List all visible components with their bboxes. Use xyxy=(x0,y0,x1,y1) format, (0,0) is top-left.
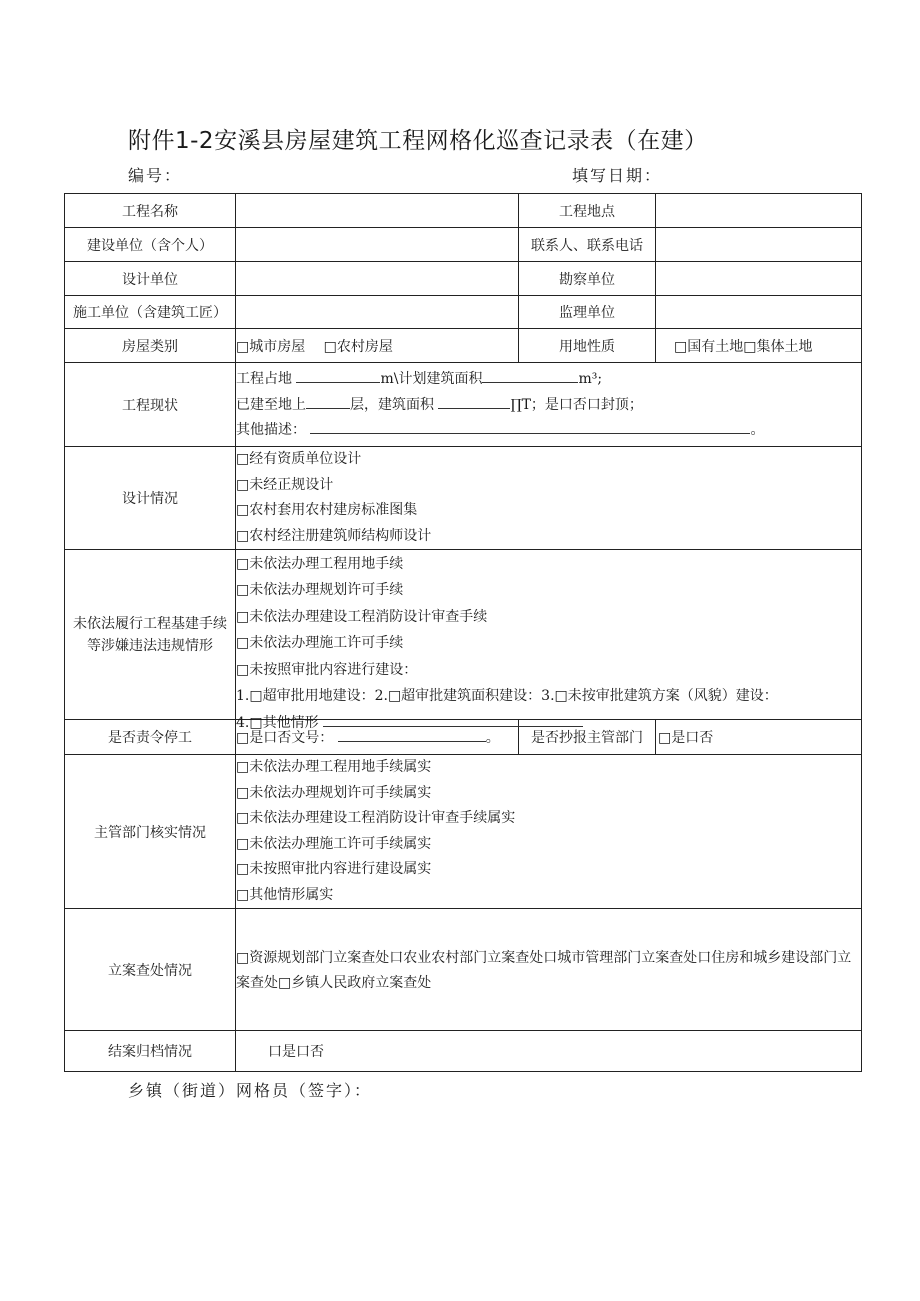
row-construction-unit xyxy=(65,296,862,329)
verification-options xyxy=(236,755,862,909)
design-option[interactable]: □未经正规设计 xyxy=(236,476,334,493)
other-description-blank[interactable] xyxy=(310,419,750,434)
floors-label: 已建至地上 xyxy=(236,396,306,413)
builder-field[interactable] xyxy=(236,228,519,262)
design-option[interactable]: □农村套用农村建房标准图集 xyxy=(236,502,418,518)
land-area-blank[interactable] xyxy=(296,368,380,383)
violation-sub-options[interactable]: 1.□超审批用地建设：2.□超审批建筑面积建设：3.□未按审批建筑方案（风貌）建设： xyxy=(236,688,778,704)
other-description-end: 。 xyxy=(750,422,765,439)
planned-area-label: m\计划建筑面积 xyxy=(380,371,483,388)
violation-option[interactable]: □未依法办理建设工程消防设计审查手续 xyxy=(236,608,488,625)
contact-label: 联系人、联系电话 xyxy=(519,228,656,262)
row-design-unit xyxy=(65,262,862,296)
date-label: 填写日期： xyxy=(572,166,663,185)
floors-blank[interactable] xyxy=(306,394,350,409)
row-house-type xyxy=(65,329,862,363)
land-area-label: 工程占地 xyxy=(236,371,292,388)
verification-option[interactable]: □其他情形属实 xyxy=(236,886,334,903)
roof-status-text[interactable]: ∏T；是口否口封顶； xyxy=(510,396,643,413)
project-status-label: 工程现状 xyxy=(65,363,236,447)
supervision-unit-label: 监理单位 xyxy=(519,296,656,329)
archive-label: 结案归档情况 xyxy=(65,1031,236,1072)
number-label: 编号： xyxy=(128,166,183,185)
construction-unit-field[interactable] xyxy=(236,296,519,329)
verification-option[interactable]: □未依法办理规划许可手续属实 xyxy=(236,784,432,801)
land-use-label: 用地性质 xyxy=(519,329,656,363)
floor-area-blank[interactable] xyxy=(438,394,510,409)
planned-area-blank[interactable] xyxy=(482,368,578,383)
signature-label: 乡镇（街道）网格员（签字）： xyxy=(128,1081,373,1100)
survey-unit-field[interactable] xyxy=(656,262,862,296)
row-design-status xyxy=(65,447,862,550)
verification-option[interactable]: □未依法办理施工许可手续属实 xyxy=(236,835,432,852)
verification-option[interactable]: □未按照审批内容进行建设属实 xyxy=(236,861,432,877)
stop-work-label: 是否责令停工 xyxy=(65,720,236,755)
violation-option[interactable]: □未按照审批内容进行建设： xyxy=(236,661,418,678)
supervision-unit-field[interactable] xyxy=(656,296,862,329)
other-description-label: 其他描述： xyxy=(236,422,306,439)
row-case-filing xyxy=(65,909,862,1031)
stop-work-options[interactable]: □是口否文号： xyxy=(236,730,334,746)
row-project-status xyxy=(65,363,862,447)
inspection-form-table xyxy=(64,193,862,1072)
violations-label: 未依法履行工程基建手续等涉嫌违法违规情形 xyxy=(65,550,236,720)
survey-unit-label: 勘察单位 xyxy=(519,262,656,296)
violations-options xyxy=(236,550,862,731)
violation-option[interactable]: 4.□其他情形 xyxy=(236,710,861,737)
design-unit-field[interactable] xyxy=(236,262,519,296)
design-unit-label: 设计单位 xyxy=(65,262,236,296)
house-type-options[interactable]: □城市房屋 □农村房屋 xyxy=(236,329,519,363)
row-verification xyxy=(65,755,862,909)
design-option[interactable]: □经有资质单位设计 xyxy=(236,451,362,467)
case-filing-options[interactable]: □资源规划部门立案查处口农业农村部门立案查处口城市管理部门立案查处口住房和城乡建设部门立案查处□乡镇人民政府立案查处 xyxy=(236,909,862,1031)
document-title: 附件1-2安溪县房屋建筑工程网格化巡查记录表（在建） xyxy=(128,128,708,154)
project-name-field[interactable] xyxy=(236,194,519,228)
report-department-options[interactable]: □是口否 xyxy=(656,720,862,755)
report-department-label: 是否抄报主管部门 xyxy=(519,720,656,755)
status-line-1 xyxy=(236,367,861,393)
project-name-label: 工程名称 xyxy=(65,194,236,228)
verification-option[interactable]: □未依法办理建设工程消防设计审查手续属实 xyxy=(236,810,516,826)
row-builder xyxy=(65,228,862,262)
design-option[interactable]: □农村经注册建筑师结构师设计 xyxy=(236,527,432,544)
design-status-options xyxy=(236,447,862,550)
row-project-name xyxy=(65,194,862,228)
house-type-label: 房屋类别 xyxy=(65,329,236,363)
violation-option[interactable]: □未依法办理规划许可手续 xyxy=(236,582,404,598)
contact-field[interactable] xyxy=(656,228,862,262)
row-archive xyxy=(65,1031,862,1072)
violation-option[interactable]: □未依法办理施工许可手续 xyxy=(236,635,404,651)
case-filing-label: 立案查处情况 xyxy=(65,909,236,1031)
archive-options[interactable]: 口是口否 xyxy=(236,1031,862,1072)
planned-area-unit: m³; xyxy=(578,371,603,388)
project-location-field[interactable] xyxy=(656,194,862,228)
project-status-content xyxy=(236,363,862,447)
floor-area-label: 层，建筑面积 xyxy=(350,396,434,413)
row-violations xyxy=(65,550,862,720)
land-use-options[interactable]: □国有土地□集体土地 xyxy=(656,329,862,363)
verification-option[interactable]: □未依法办理工程用地手续属实 xyxy=(236,759,432,775)
design-status-label: 设计情况 xyxy=(65,447,236,550)
status-line-3 xyxy=(236,418,861,444)
project-location-label: 工程地点 xyxy=(519,194,656,228)
document-number-blank[interactable] xyxy=(338,727,486,742)
construction-unit-label: 施工单位（含建筑工匠） xyxy=(65,296,236,329)
violation-option[interactable]: □未依法办理工程用地手续 xyxy=(236,555,404,572)
builder-label: 建设单位（含个人） xyxy=(65,228,236,262)
document-number-end: 。 xyxy=(485,730,500,746)
verification-label: 主管部门核实情况 xyxy=(65,755,236,909)
status-line-2 xyxy=(236,393,861,419)
